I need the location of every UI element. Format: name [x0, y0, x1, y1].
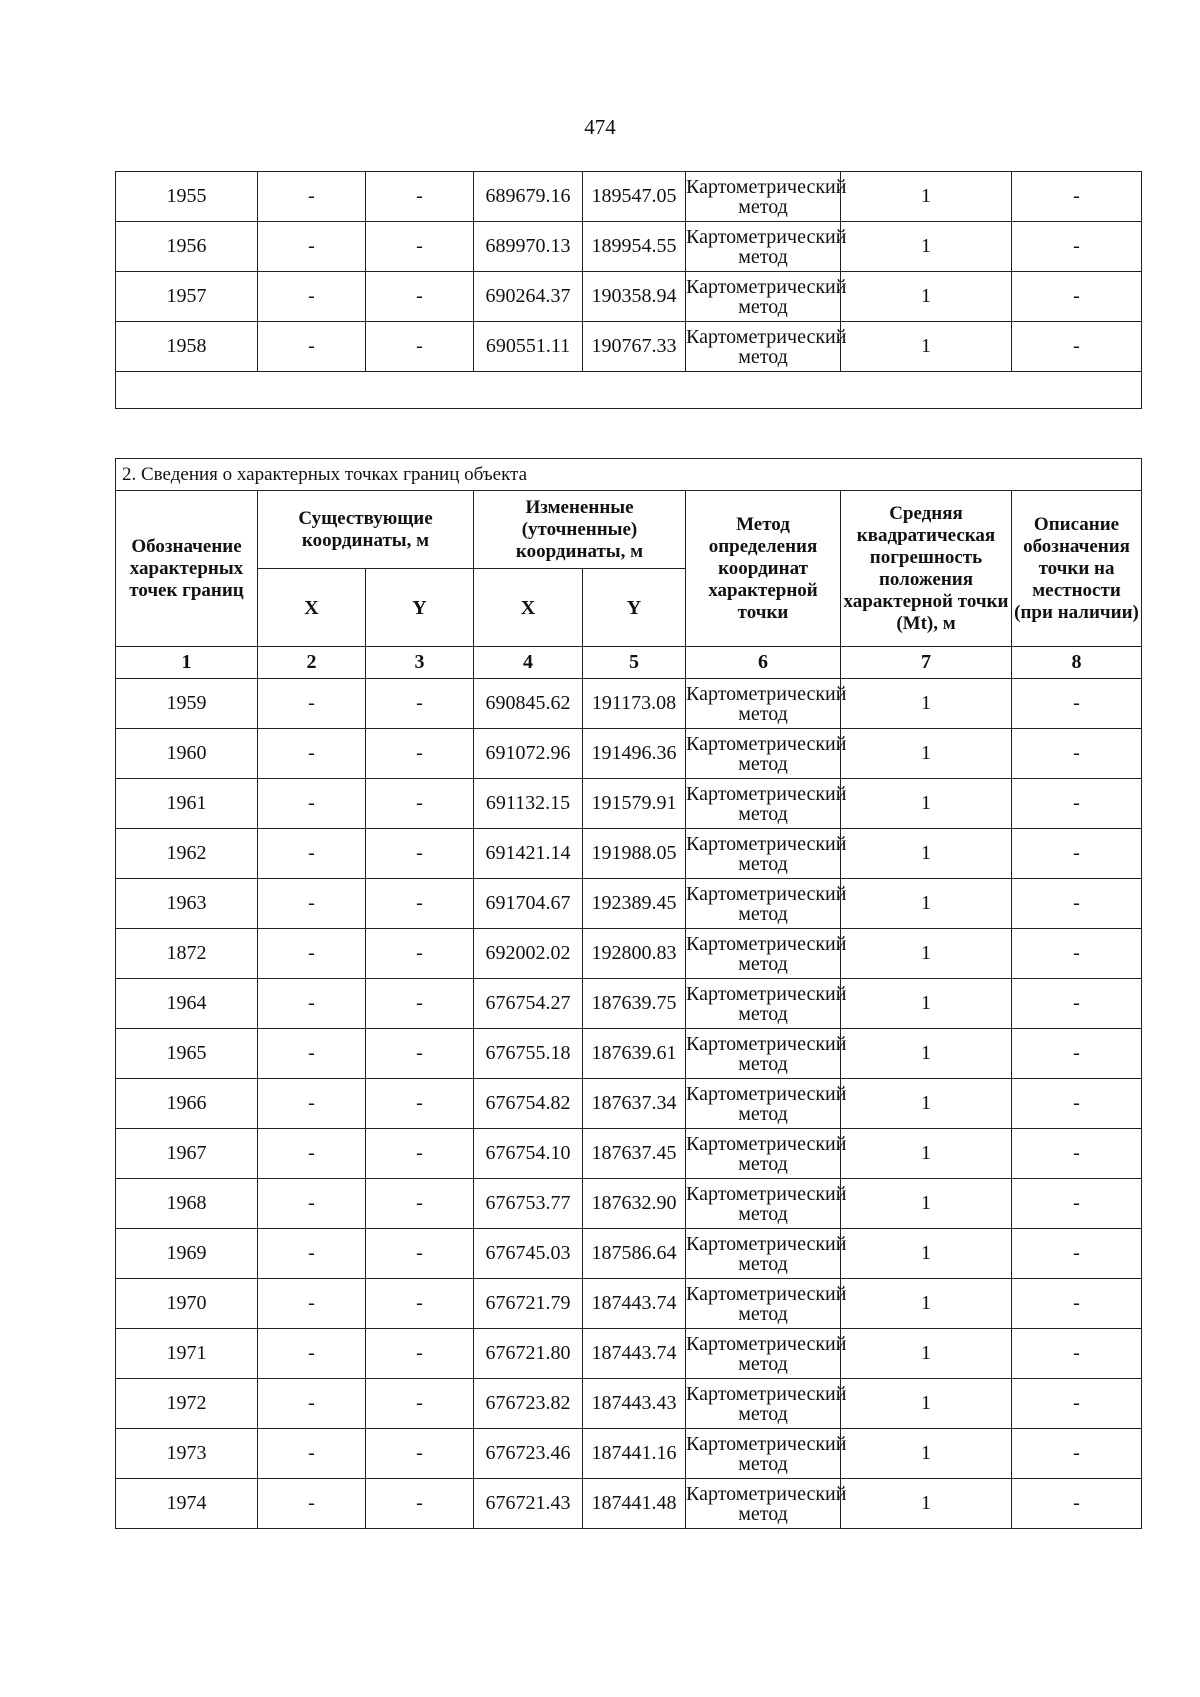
changed-y-cell: 191988.05 — [583, 829, 686, 879]
error-cell: 1 — [841, 222, 1012, 272]
column-number: 1 — [116, 647, 258, 679]
header-existing: Существующие координаты, м — [258, 491, 474, 569]
error-cell: 1 — [841, 979, 1012, 1029]
point-id-cell: 1971 — [116, 1329, 258, 1379]
existing-y-cell: - — [366, 1279, 474, 1329]
table-top-body — [116, 172, 1142, 372]
changed-y-cell: 187441.16 — [583, 1429, 686, 1479]
table-row — [116, 1029, 1142, 1079]
point-id-cell: 1970 — [116, 1279, 258, 1329]
changed-y-cell: 187443.74 — [583, 1279, 686, 1329]
header-designation: Обозначение характерных точек границ — [116, 491, 258, 647]
column-number: 8 — [1012, 647, 1142, 679]
table-row — [116, 1479, 1142, 1529]
method-cell: Картометрический метод — [686, 1229, 841, 1279]
existing-x-cell: - — [258, 1429, 366, 1479]
description-cell: - — [1012, 1479, 1142, 1529]
error-cell: 1 — [841, 1129, 1012, 1179]
error-cell: 1 — [841, 729, 1012, 779]
error-cell: 1 — [841, 879, 1012, 929]
method-cell: Картометрический метод — [686, 1479, 841, 1529]
description-cell: - — [1012, 1379, 1142, 1429]
point-id-cell: 1957 — [116, 272, 258, 322]
existing-y-cell: - — [366, 979, 474, 1029]
column-number: 4 — [474, 647, 583, 679]
existing-x-cell: - — [258, 1179, 366, 1229]
header-changed-y: Y — [583, 569, 686, 647]
error-cell: 1 — [841, 679, 1012, 729]
point-id-cell: 1961 — [116, 779, 258, 829]
existing-y-cell: - — [366, 929, 474, 979]
changed-x-cell: 676754.82 — [474, 1079, 583, 1129]
changed-y-cell: 189954.55 — [583, 222, 686, 272]
changed-x-cell: 691072.96 — [474, 729, 583, 779]
changed-x-cell: 676723.82 — [474, 1379, 583, 1429]
existing-y-cell: - — [366, 779, 474, 829]
changed-y-cell: 187637.45 — [583, 1129, 686, 1179]
method-cell: Картометрический метод — [686, 1079, 841, 1129]
description-cell: - — [1012, 1229, 1142, 1279]
table-row — [116, 1129, 1142, 1179]
changed-y-cell: 187637.34 — [583, 1079, 686, 1129]
point-id-cell: 1872 — [116, 929, 258, 979]
column-number: 6 — [686, 647, 841, 679]
method-cell: Картометрический метод — [686, 1029, 841, 1079]
changed-x-cell: 691704.67 — [474, 879, 583, 929]
changed-x-cell: 692002.02 — [474, 929, 583, 979]
table-main-body — [116, 679, 1142, 1529]
table-row — [116, 1279, 1142, 1329]
changed-x-cell: 690264.37 — [474, 272, 583, 322]
existing-x-cell: - — [258, 1379, 366, 1429]
table-row — [116, 322, 1142, 372]
existing-x-cell: - — [258, 322, 366, 372]
error-cell: 1 — [841, 1429, 1012, 1479]
existing-y-cell: - — [366, 1379, 474, 1429]
existing-x-cell: - — [258, 729, 366, 779]
description-cell: - — [1012, 879, 1142, 929]
table-row — [116, 1429, 1142, 1479]
changed-y-cell: 187639.75 — [583, 979, 686, 1029]
changed-x-cell: 676754.10 — [474, 1129, 583, 1179]
existing-x-cell: - — [258, 829, 366, 879]
existing-y-cell: - — [366, 679, 474, 729]
method-cell: Картометрический метод — [686, 879, 841, 929]
method-cell: Картометрический метод — [686, 829, 841, 879]
error-cell: 1 — [841, 929, 1012, 979]
existing-x-cell: - — [258, 1279, 366, 1329]
table-row — [116, 172, 1142, 222]
column-numbers-row — [116, 647, 1142, 679]
point-id-cell: 1968 — [116, 1179, 258, 1229]
table-row — [116, 1329, 1142, 1379]
changed-y-cell: 187639.61 — [583, 1029, 686, 1079]
table-row — [116, 1179, 1142, 1229]
method-cell: Картометрический метод — [686, 272, 841, 322]
header-method: Метод определения координат характерной точки — [686, 491, 841, 647]
description-cell: - — [1012, 929, 1142, 979]
table-row — [116, 879, 1142, 929]
table-top — [115, 171, 1142, 409]
existing-y-cell: - — [366, 222, 474, 272]
point-id-cell: 1969 — [116, 1229, 258, 1279]
point-id-cell: 1972 — [116, 1379, 258, 1429]
existing-x-cell: - — [258, 1229, 366, 1279]
empty-row — [116, 372, 1142, 409]
point-id-cell: 1974 — [116, 1479, 258, 1529]
changed-y-cell: 191173.08 — [583, 679, 686, 729]
existing-y-cell: - — [366, 1479, 474, 1529]
method-cell: Картометрический метод — [686, 1379, 841, 1429]
description-cell: - — [1012, 1329, 1142, 1379]
method-cell: Картометрический метод — [686, 222, 841, 272]
existing-y-cell: - — [366, 272, 474, 322]
existing-y-cell: - — [366, 1329, 474, 1379]
header-changed-x: X — [474, 569, 583, 647]
existing-y-cell: - — [366, 1179, 474, 1229]
description-cell: - — [1012, 829, 1142, 879]
description-cell: - — [1012, 779, 1142, 829]
method-cell: Картометрический метод — [686, 1279, 841, 1329]
error-cell: 1 — [841, 1079, 1012, 1129]
error-cell: 1 — [841, 1379, 1012, 1429]
method-cell: Картометрический метод — [686, 1129, 841, 1179]
error-cell: 1 — [841, 1279, 1012, 1329]
existing-y-cell: - — [366, 322, 474, 372]
header-description: Описание обозначения точки на местности (при наличии) — [1012, 491, 1142, 647]
existing-x-cell: - — [258, 779, 366, 829]
changed-y-cell: 187586.64 — [583, 1229, 686, 1279]
caption-row — [116, 459, 1142, 491]
existing-y-cell: - — [366, 1079, 474, 1129]
point-id-cell: 1955 — [116, 172, 258, 222]
method-cell: Картометрический метод — [686, 1179, 841, 1229]
changed-x-cell: 690845.62 — [474, 679, 583, 729]
changed-y-cell: 192389.45 — [583, 879, 686, 929]
changed-x-cell: 691132.15 — [474, 779, 583, 829]
header-existing-y: Y — [366, 569, 474, 647]
existing-x-cell: - — [258, 979, 366, 1029]
header-row — [116, 491, 1142, 569]
changed-x-cell: 689970.13 — [474, 222, 583, 272]
changed-x-cell: 676753.77 — [474, 1179, 583, 1229]
description-cell: - — [1012, 1029, 1142, 1079]
method-cell: Картометрический метод — [686, 322, 841, 372]
table-row — [116, 1079, 1142, 1129]
description-cell: - — [1012, 979, 1142, 1029]
error-cell: 1 — [841, 779, 1012, 829]
existing-y-cell: - — [366, 172, 474, 222]
existing-y-cell: - — [366, 1129, 474, 1179]
changed-y-cell: 189547.05 — [583, 172, 686, 222]
changed-y-cell: 190358.94 — [583, 272, 686, 322]
description-cell: - — [1012, 1429, 1142, 1479]
existing-x-cell: - — [258, 879, 366, 929]
point-id-cell: 1956 — [116, 222, 258, 272]
method-cell: Картометрический метод — [686, 679, 841, 729]
existing-y-cell: - — [366, 729, 474, 779]
column-number: 3 — [366, 647, 474, 679]
existing-y-cell: - — [366, 829, 474, 879]
method-cell: Картометрический метод — [686, 1429, 841, 1479]
method-cell: Картометрический метод — [686, 779, 841, 829]
table-row — [116, 829, 1142, 879]
table-row — [116, 979, 1142, 1029]
description-cell: - — [1012, 272, 1142, 322]
existing-y-cell: - — [366, 1429, 474, 1479]
description-cell: - — [1012, 222, 1142, 272]
existing-y-cell: - — [366, 879, 474, 929]
point-id-cell: 1966 — [116, 1079, 258, 1129]
method-cell: Картометрический метод — [686, 729, 841, 779]
description-cell: - — [1012, 1079, 1142, 1129]
existing-y-cell: - — [366, 1029, 474, 1079]
header-existing-x: X — [258, 569, 366, 647]
point-id-cell: 1959 — [116, 679, 258, 729]
changed-y-cell: 190767.33 — [583, 322, 686, 372]
changed-x-cell: 676754.27 — [474, 979, 583, 1029]
existing-x-cell: - — [258, 272, 366, 322]
table-row — [116, 729, 1142, 779]
changed-x-cell: 689679.16 — [474, 172, 583, 222]
changed-x-cell: 676721.79 — [474, 1279, 583, 1329]
table-main — [115, 458, 1142, 1529]
description-cell: - — [1012, 172, 1142, 222]
changed-y-cell: 187632.90 — [583, 1179, 686, 1229]
existing-x-cell: - — [258, 929, 366, 979]
existing-x-cell: - — [258, 679, 366, 729]
changed-y-cell: 191579.91 — [583, 779, 686, 829]
table-row — [116, 779, 1142, 829]
point-id-cell: 1962 — [116, 829, 258, 879]
existing-y-cell: - — [366, 1229, 474, 1279]
existing-x-cell: - — [258, 1079, 366, 1129]
method-cell: Картометрический метод — [686, 979, 841, 1029]
description-cell: - — [1012, 729, 1142, 779]
table-row — [116, 1229, 1142, 1279]
table-row — [116, 929, 1142, 979]
point-id-cell: 1960 — [116, 729, 258, 779]
table-row — [116, 272, 1142, 322]
point-id-cell: 1958 — [116, 322, 258, 372]
error-cell: 1 — [841, 322, 1012, 372]
error-cell: 1 — [841, 272, 1012, 322]
changed-y-cell: 187441.48 — [583, 1479, 686, 1529]
table-row — [116, 222, 1142, 272]
changed-x-cell: 690551.11 — [474, 322, 583, 372]
error-cell: 1 — [841, 1329, 1012, 1379]
changed-y-cell: 191496.36 — [583, 729, 686, 779]
page-number: 474 — [584, 115, 616, 139]
existing-x-cell: - — [258, 1479, 366, 1529]
error-cell: 1 — [841, 1479, 1012, 1529]
description-cell: - — [1012, 322, 1142, 372]
table-row — [116, 679, 1142, 729]
column-number: 7 — [841, 647, 1012, 679]
column-number: 2 — [258, 647, 366, 679]
point-id-cell: 1964 — [116, 979, 258, 1029]
method-cell: Картометрический метод — [686, 929, 841, 979]
error-cell: 1 — [841, 1029, 1012, 1079]
description-cell: - — [1012, 1179, 1142, 1229]
header-changed: Измененные (уточненные) координаты, м — [474, 491, 686, 569]
changed-y-cell: 187443.43 — [583, 1379, 686, 1429]
point-id-cell: 1973 — [116, 1429, 258, 1479]
changed-y-cell: 187443.74 — [583, 1329, 686, 1379]
existing-x-cell: - — [258, 1029, 366, 1079]
description-cell: - — [1012, 679, 1142, 729]
table-row — [116, 1379, 1142, 1429]
changed-y-cell: 192800.83 — [583, 929, 686, 979]
point-id-cell: 1963 — [116, 879, 258, 929]
description-cell: - — [1012, 1279, 1142, 1329]
existing-x-cell: - — [258, 1129, 366, 1179]
error-cell: 1 — [841, 1229, 1012, 1279]
changed-x-cell: 676721.80 — [474, 1329, 583, 1379]
header-error: Средняя квадратическая погрешность положения характерной точки (Mt), м — [841, 491, 1012, 647]
changed-x-cell: 676723.46 — [474, 1429, 583, 1479]
description-cell: - — [1012, 1129, 1142, 1179]
error-cell: 1 — [841, 829, 1012, 879]
existing-x-cell: - — [258, 172, 366, 222]
error-cell: 1 — [841, 172, 1012, 222]
existing-x-cell: - — [258, 1329, 366, 1379]
table-caption: 2. Сведения о характерных точках границ объекта — [116, 459, 1142, 491]
point-id-cell: 1965 — [116, 1029, 258, 1079]
existing-x-cell: - — [258, 222, 366, 272]
method-cell: Картометрический метод — [686, 1329, 841, 1379]
error-cell: 1 — [841, 1179, 1012, 1229]
point-id-cell: 1967 — [116, 1129, 258, 1179]
changed-x-cell: 676755.18 — [474, 1029, 583, 1079]
changed-x-cell: 676745.03 — [474, 1229, 583, 1279]
changed-x-cell: 691421.14 — [474, 829, 583, 879]
changed-x-cell: 676721.43 — [474, 1479, 583, 1529]
column-number: 5 — [583, 647, 686, 679]
method-cell: Картометрический метод — [686, 172, 841, 222]
